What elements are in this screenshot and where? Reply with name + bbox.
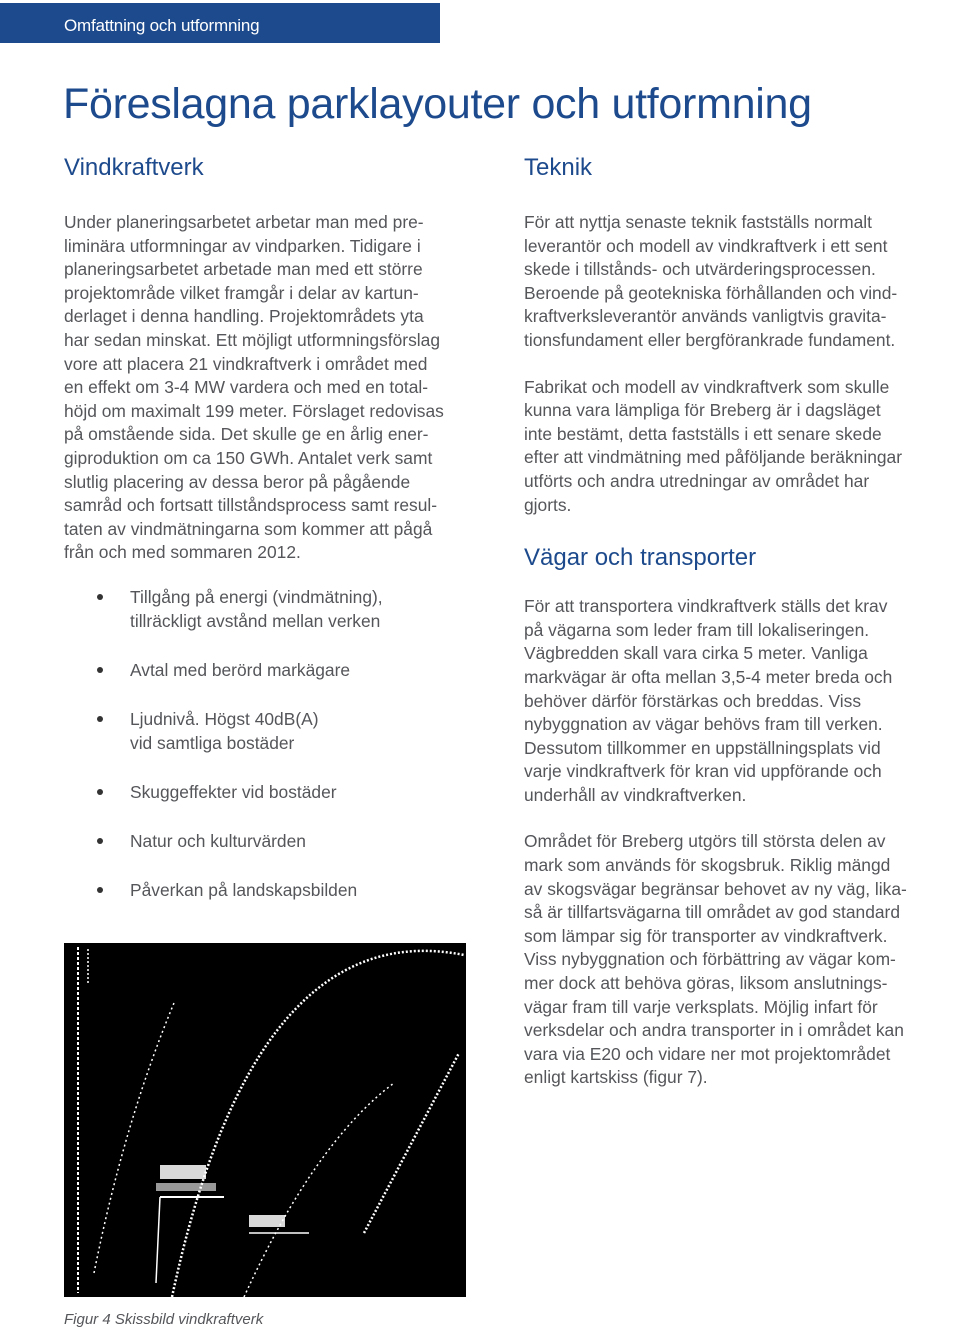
page-title: Föreslagna parklayouter och utformning <box>63 80 812 128</box>
right-column <box>524 153 960 1090</box>
text-line: från och med sommaren 2012. <box>64 542 301 563</box>
text-line: vore att placera 21 vindkraftverk i området med <box>64 353 428 374</box>
list-item <box>64 585 504 633</box>
bullet-icon <box>97 887 103 893</box>
text-line: kunna vara lämpliga för Breberg är i dagsläget <box>524 400 881 421</box>
text-line: verksdelar och andra transporter in i området kan <box>524 1020 904 1041</box>
section-label: Omfattning och utformning <box>64 16 260 35</box>
text-line: nybyggnation av vägar behövs fram till verken. <box>524 714 883 735</box>
left-column <box>64 153 504 565</box>
text-line: liminära utformningar av vindparken. Tidigare i <box>64 235 421 256</box>
list-item <box>64 707 504 755</box>
list-item-text: Tillgång på energi (vindmätning), <box>130 587 383 607</box>
text-line: på omstående sida. Det skulle ge en årlig ener- <box>64 424 429 445</box>
list-item-text: Skuggeffekter vid bostäder <box>130 782 337 802</box>
list-item-text: Avtal med berörd markägare <box>130 660 351 680</box>
list-item <box>64 658 504 682</box>
text-line: Vägbredden skall vara cirka 5 meter. Vanliga <box>524 643 868 664</box>
text-line: För att nyttja senaste teknik fastställs normalt <box>524 212 872 232</box>
text-line: derlaget i denna handling. Projektområdets yta <box>64 306 424 327</box>
text-line: vara via E20 och vidare ner mot projektområdet <box>524 1043 891 1064</box>
text-line: vägar fram till varje verksplats. Möjlig infart för <box>524 996 878 1017</box>
heading-teknik: Teknik <box>524 154 593 181</box>
text-line: Området för Breberg utgörs till största delen av <box>524 831 886 852</box>
text-line: tionsfundament eller bergförankrade fundament. <box>524 329 896 350</box>
text-line: behöver därför förstärkas och breddas. Viss <box>524 690 862 711</box>
text-line: Beroende på geotekniska förhållanden och vind- <box>524 282 898 303</box>
text-line: För att transportera vindkraftverk ställs det krav <box>524 596 888 617</box>
text-line: planeringsarbetet arbetade man med ett större <box>64 259 423 280</box>
criteria-list <box>64 585 504 927</box>
list-item-text: tillräckligt avstånd mellan verken <box>130 611 381 631</box>
vagar-paragraph-1 <box>524 595 960 807</box>
section-header-bar <box>0 3 440 43</box>
text-line: så är tillfartsvägarna till området av god standard <box>524 902 901 923</box>
text-line: mark som används för skogsbruk. Riklig mängd <box>524 855 891 876</box>
list-item <box>64 829 504 853</box>
list-item <box>64 878 504 902</box>
text-line: av skogsvägar begränsar behovet av ny väg, lika- <box>524 878 907 899</box>
vindkraftverk-paragraph <box>64 211 504 565</box>
text-line: Under planeringsarbetet arbetar man med pre- <box>64 212 424 232</box>
heading-vagar-och-transporter: Vägar och transporter <box>524 544 757 572</box>
text-line: mer dock att behöva göras, liksom anslutnings- <box>524 973 888 994</box>
bullet-icon <box>97 716 103 722</box>
text-line: leverantör och modell av vindkraftverk i ett sent <box>524 235 888 256</box>
text-line: slutlig placering av dessa beror på pågående <box>64 471 411 492</box>
text-line: höjd om maximalt 199 meter. Förslaget redovisas <box>64 400 444 421</box>
list-item-text: vid samtliga bostäder <box>130 733 295 753</box>
list-item-text: Ljudnivå. Högst 40dB(A) <box>130 709 319 729</box>
figure-caption: Figur 4 Skissbild vindkraftverk <box>64 1311 264 1328</box>
text-line: underhåll av vindkraftverken. <box>524 784 747 805</box>
list-item-text: Natur och kulturvärden <box>130 831 306 851</box>
sketch-drawing <box>64 943 466 1297</box>
text-line: har sedan minskat. Ett möjligt utformningsförslag <box>64 329 440 350</box>
text-line: som lämpar sig för transporter av vindkraftverk. <box>524 925 888 946</box>
teknik-paragraph-2 <box>524 376 960 518</box>
text-line: giproduktion om ca 150 GWh. Antalet verk samt <box>64 447 433 468</box>
text-line: taten av vindmätningarna som kommer att pågå <box>64 518 433 539</box>
text-line: en effekt om 3-4 MW vardera och med en total- <box>64 377 429 398</box>
text-line: projektområde vilket framgår i delar av kartun- <box>64 282 419 303</box>
bullet-icon <box>97 838 103 844</box>
bullet-icon <box>97 594 103 600</box>
heading-vindkraftverk: Vindkraftverk <box>64 154 204 181</box>
text-line: Fabrikat och modell av vindkraftverk som skulle <box>524 376 890 397</box>
text-line: Viss nybyggnation och förbättring av vägar kom- <box>524 949 896 970</box>
text-line: gjorts. <box>524 494 572 515</box>
text-line: skede i tillstånds- och utvärderingsprocessen. <box>524 259 876 280</box>
text-line: på vägarna som leder fram till lokaliseringen. <box>524 619 870 640</box>
bullet-icon <box>97 789 103 795</box>
text-line: enligt kartskiss (figur 7). <box>524 1067 708 1088</box>
list-item-text: Påverkan på landskapsbilden <box>130 880 358 900</box>
text-line: efter att vindmätning med påföljande beräkningar <box>524 447 903 468</box>
wind-turbine-sketch-image <box>64 943 466 1297</box>
text-line: inte bestämt, detta fastställs i ett senare skede <box>524 423 882 444</box>
text-line: markvägar är ofta mellan 3,5-4 meter breda och <box>524 666 893 687</box>
text-line: Dessutom tillkommer en uppställningsplats vid <box>524 737 881 758</box>
text-line: kraftverksleverantör används vanligtvis gravita- <box>524 306 887 327</box>
list-item <box>64 780 504 804</box>
text-line: samråd och fortsatt tillståndsprocess samt resul- <box>64 495 438 516</box>
text-line: varje vindkraftverk för kran vid uppförande och <box>524 761 882 782</box>
text-line: utförts och andra utredningar av området har <box>524 470 870 491</box>
bullet-icon <box>97 667 103 673</box>
vagar-paragraph-2 <box>524 830 960 1090</box>
teknik-paragraph-1 <box>524 211 960 353</box>
